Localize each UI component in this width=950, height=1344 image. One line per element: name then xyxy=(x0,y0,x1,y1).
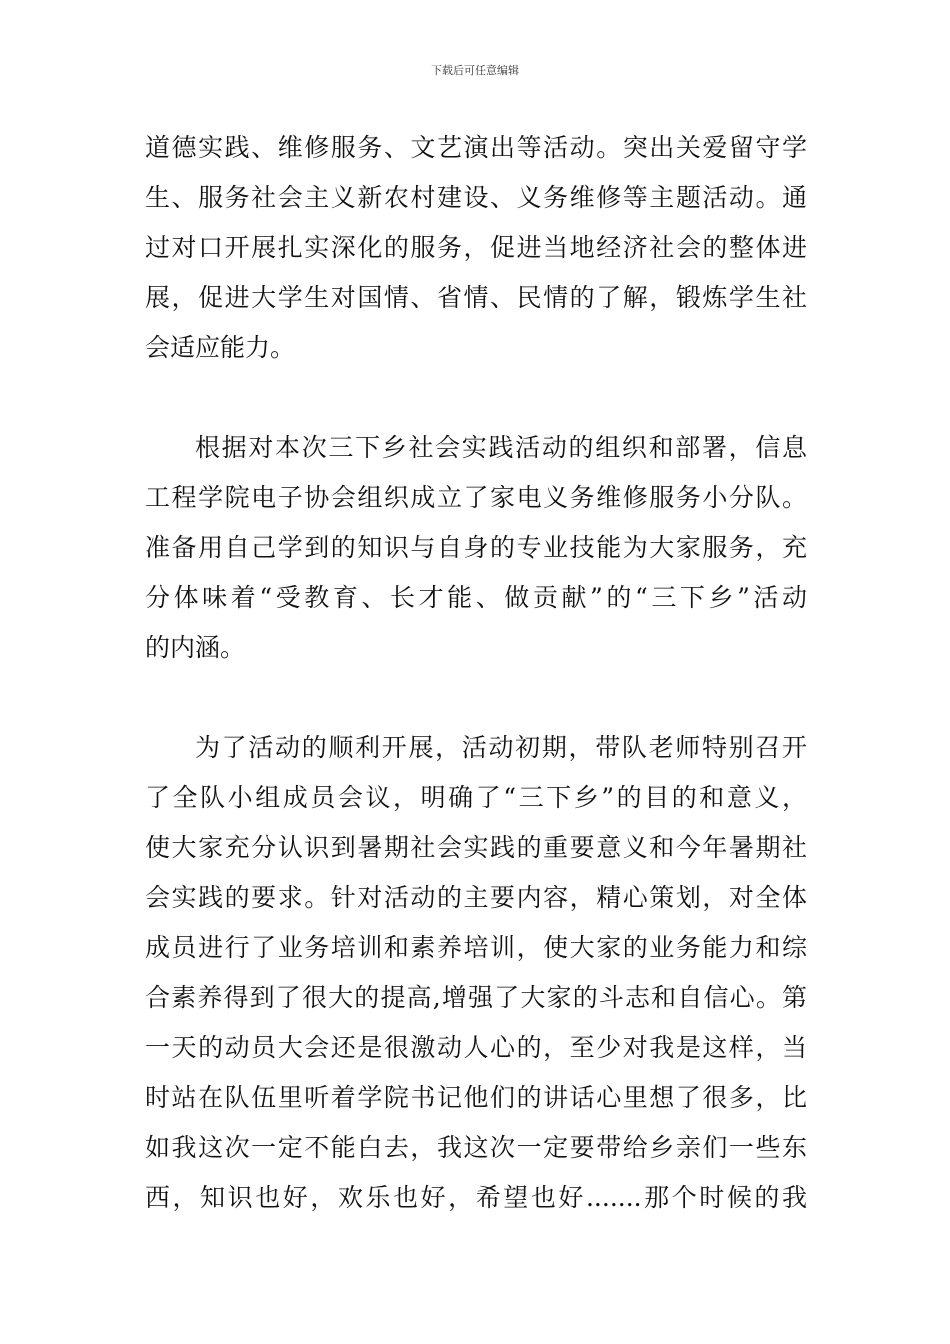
paragraph-line: 如我这次一定不能白去，我这次一定要带给乡亲们一些东 xyxy=(145,1133,807,1162)
paragraph-2 xyxy=(145,423,807,673)
paragraph-line: 展，促进大学生对国情、省情、民情的了解，锻炼学生社 xyxy=(145,283,807,312)
paragraph-line: 过对口开展扎实深化的服务，促进当地经济社会的整体进 xyxy=(145,233,807,262)
paragraph-3 xyxy=(145,723,807,1223)
paragraph-line: 了全队小组成员会议，明确了“三下乡”的目的和意义， xyxy=(145,783,807,812)
paragraph-line: 生、服务社会主义新农村建设、义务维修等主题活动。通 xyxy=(145,183,807,212)
paragraph-line: 的内涵。 xyxy=(145,633,246,662)
paragraph-line: 一天的动员大会还是很激动人心的，至少对我是这样，当 xyxy=(145,1033,807,1062)
paragraph-line: 工程学院电子协会组织成立了家电义务维修服务小分队。 xyxy=(145,483,807,512)
paragraph-line: 准备用自己学到的知识与自身的专业技能为大家服务，充 xyxy=(145,533,807,562)
paragraph-line: 西，知识也好，欢乐也好，希望也好.......那个时候的我 xyxy=(145,1183,807,1212)
paragraph-line: 使大家充分认识到暑期社会实践的重要意义和今年暑期社 xyxy=(145,833,807,862)
paragraph-line: 时站在队伍里听着学院书记他们的讲话心里想了很多，比 xyxy=(145,1083,807,1112)
paragraph-line: 会适应能力。 xyxy=(145,333,296,362)
paragraph-line: 根据对本次三下乡社会实践活动的组织和部署，信息 xyxy=(195,433,807,462)
paragraph-line: 为了活动的顺利开展，活动初期，带队老师特别召开 xyxy=(195,733,807,762)
paragraph-line: 合素养得到了很大的提高,增强了大家的斗志和自信心。第 xyxy=(145,983,807,1012)
paragraph-line: 道德实践、维修服务、文艺演出等活动。突出关爱留守学 xyxy=(145,133,807,162)
paragraph-1 xyxy=(145,123,807,373)
paragraph-line: 成员进行了业务培训和素养培训，使大家的业务能力和综 xyxy=(145,933,807,962)
page-header: 下载后可任意编辑 xyxy=(431,64,519,77)
paragraph-line: 分体味着“受教育、长才能、做贡献”的“三下乡”活动 xyxy=(145,583,807,612)
paragraph-line: 会实践的要求。针对活动的主要内容，精心策划，对全体 xyxy=(145,883,807,912)
